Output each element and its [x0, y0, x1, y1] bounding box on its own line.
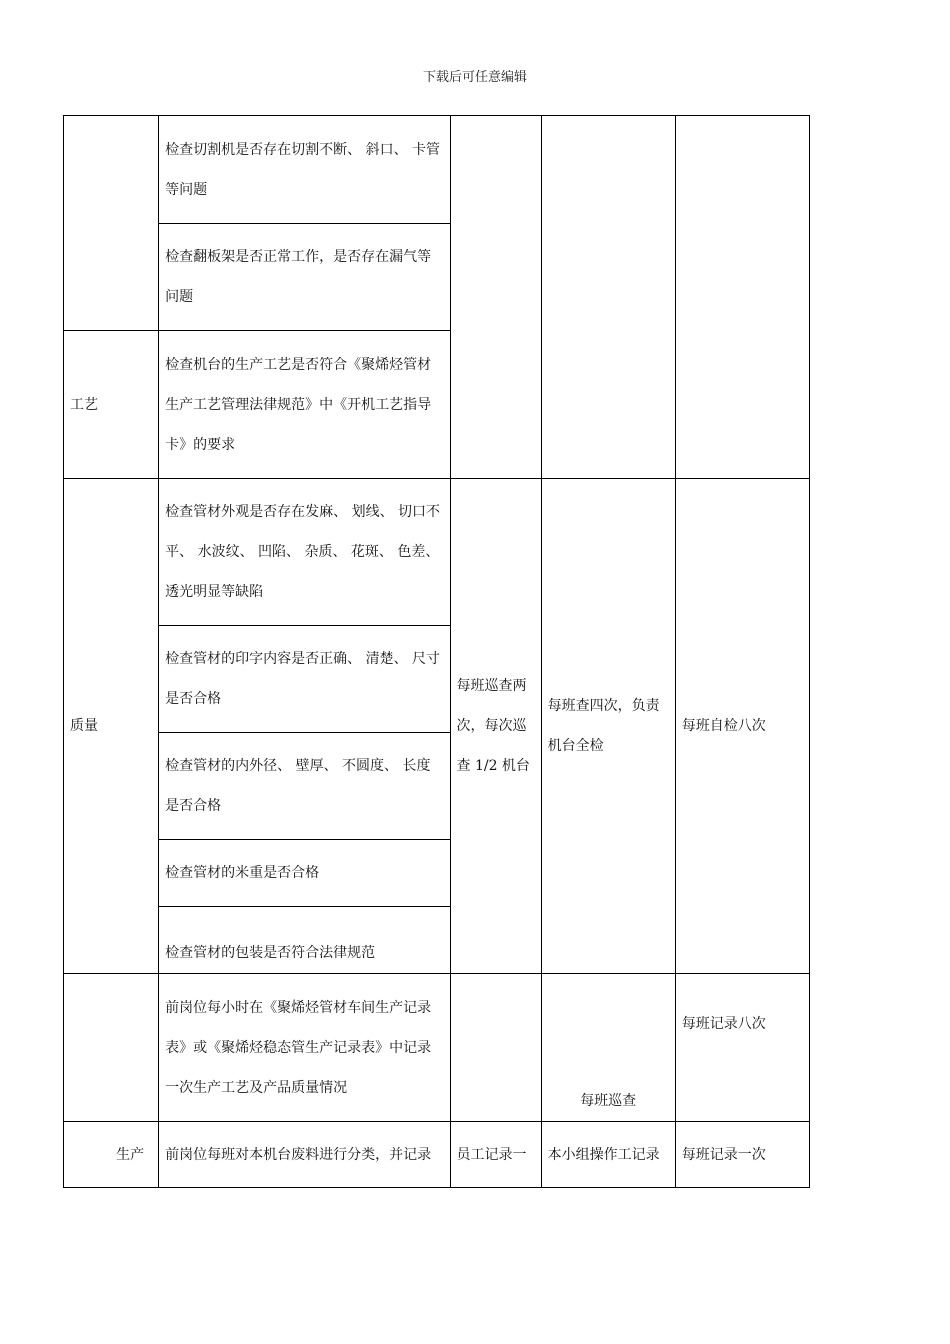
category-quality: 质量	[64, 479, 159, 974]
category-cell-empty	[64, 116, 159, 331]
inspection-item: 前岗位每班对本机台废料进行分类，并记录	[159, 1122, 450, 1188]
inspection-item: 检查管材的米重是否合格	[159, 840, 450, 907]
table-row	[64, 116, 810, 224]
inspection-item: 检查管材的内外径、 壁厚、 不圆度、 长度是否合格	[159, 733, 450, 840]
category-cell-empty	[64, 974, 159, 1122]
frequency-cell: 每班记录一次	[675, 1122, 809, 1188]
page-header-note: 下载后可任意编辑	[422, 70, 527, 85]
table-row	[64, 974, 810, 1122]
frequency-cell-empty	[450, 116, 541, 479]
inspection-item: 检查切割机是否存在切割不断、 斜口、 卡管等问题	[159, 116, 450, 224]
inspection-item: 检查管材的印字内容是否正确、 清楚、 尺寸是否合格	[159, 626, 450, 733]
inspection-item: 检查翻板架是否正常工作，是否存在漏气等问题	[159, 224, 450, 331]
frequency-cell-empty	[450, 974, 541, 1122]
table-row	[64, 1122, 810, 1188]
inspection-item: 检查管材的包装是否符合法律规范	[159, 907, 450, 974]
frequency-cell: 每班自检八次	[675, 479, 809, 974]
category-craft: 工艺	[64, 331, 159, 479]
frequency-cell: 员工记录一	[450, 1122, 541, 1188]
inspection-item: 前岗位每小时在《聚烯烃管材车间生产记录表》或《聚烯烃稳态管生产记录表》中记录一次生产工艺及产品质量情况	[159, 974, 450, 1122]
frequency-cell: 每班查四次，负责机台全检	[541, 479, 675, 974]
inspection-item: 检查管材外观是否存在发麻、 划线、 切口不平、 水波纹、 凹陷、 杂质、 花斑、 色差、 透光明显等缺陷	[159, 479, 450, 626]
frequency-cell: 每班巡查	[541, 974, 675, 1122]
frequency-cell: 每班记录八次	[675, 974, 809, 1122]
inspection-item: 检查机台的生产工艺是否符合《聚烯烃管材生产工艺管理法律规范》中《开机工艺指导卡》的要求	[159, 331, 450, 479]
frequency-cell-empty	[675, 116, 809, 479]
frequency-cell-empty	[541, 116, 675, 479]
table-row	[64, 479, 810, 626]
inspection-table	[63, 115, 810, 1188]
frequency-cell: 每班巡查两次，每次巡查 1/2 机台	[450, 479, 541, 974]
category-production: 生产	[64, 1122, 159, 1188]
frequency-cell: 本小组操作工记录	[541, 1122, 675, 1188]
